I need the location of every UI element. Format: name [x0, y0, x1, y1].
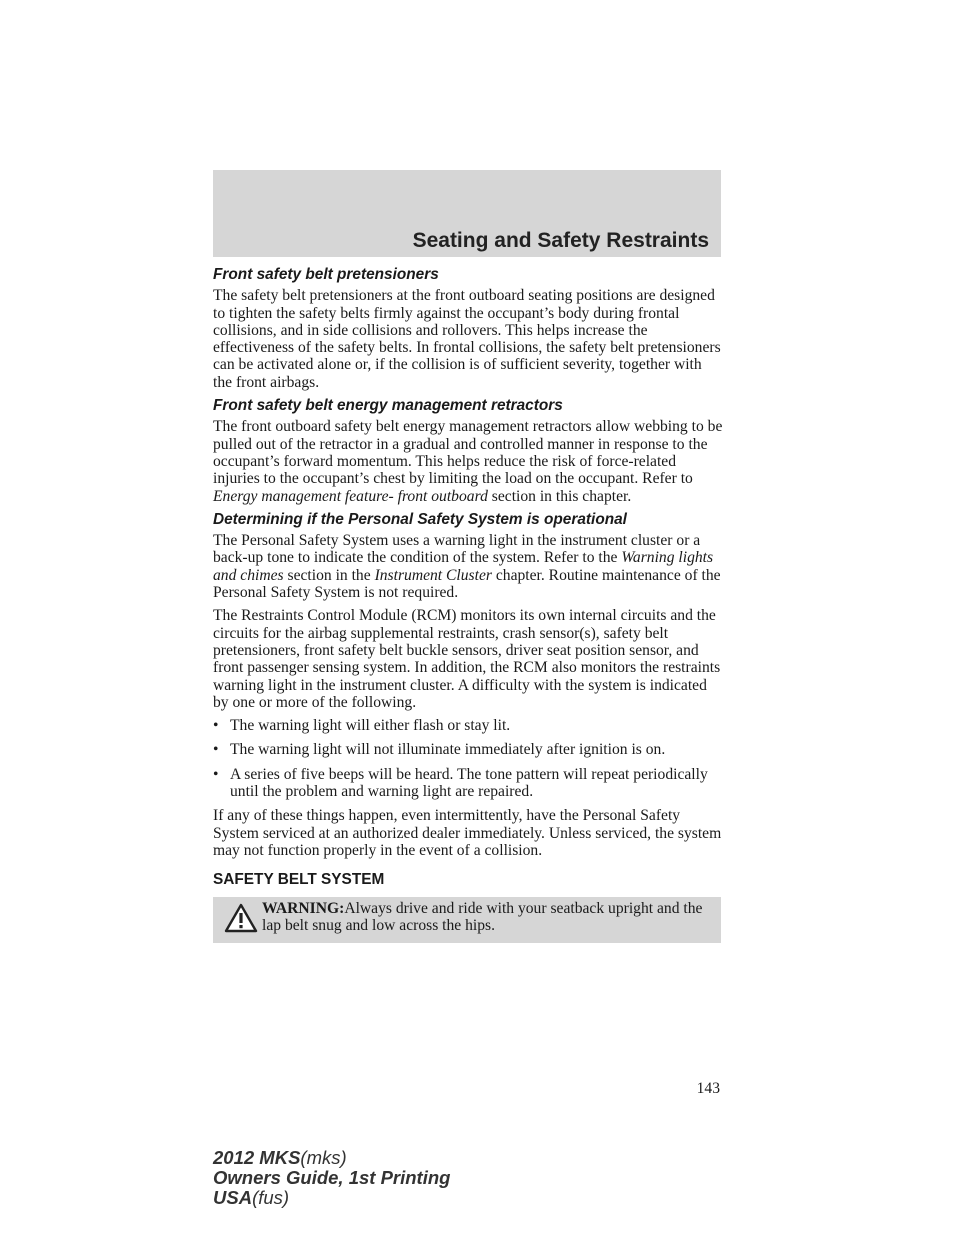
heading-retractors: Front safety belt energy management retractors — [213, 397, 563, 415]
warning-text: Always drive and ride with your seatback upright and the lap belt snug and low across the hips. — [262, 899, 703, 934]
footer-model-code: (mks) — [300, 1147, 347, 1168]
bullet-text: The warning light will either flash or stay lit. — [230, 717, 511, 735]
operational-text-1: The Personal Safety System uses a warning light in the instrument cluster or a back-up tone to indicate the condition of the system. Refer to the — [213, 532, 701, 567]
paragraph-operational-3: If any of these things happen, even intermittently, have the Personal Safety System serviced at an authorized dealer immediately. Unless serviced, the system may not function properly in the event of a collision. — [213, 807, 722, 859]
warning-box — [213, 897, 721, 943]
heading-safety-belt-system: SAFETY BELT SYSTEM — [213, 871, 385, 889]
paragraph-operational-1 — [213, 532, 723, 601]
operational-reference-1: Warning lights and chimes — [213, 549, 714, 584]
paragraph-operational-2: The Restraints Control Module (RCM) monitors its own internal circuits and the circuits for the airbag supplemental restraints, crash sensor(s), safety belt pretensioners, front safety belt buckle sensors, driver seat position sensor, and front passenger sensing system. In addition, the RCM also monitors the restraints warning light in the instrument cluster. A difficulty with the system is indicated by one or more of the following. — [213, 607, 721, 711]
warning-message — [262, 900, 712, 935]
footer-line-1 — [213, 1148, 450, 1168]
page-number: 143 — [696, 1080, 720, 1097]
bullet-text: A series of five beeps will be heard. The tone pattern will repeat periodically until the problem and warning light are repaired. — [230, 765, 708, 801]
list-item — [213, 766, 723, 801]
operational-text-3: chapter. Routine maintenance of the Personal Safety System is not required. — [213, 566, 721, 602]
warning-triangle-icon — [224, 903, 258, 933]
footer-line-2 — [213, 1168, 450, 1188]
bullet-marker: • — [213, 717, 219, 735]
retractors-text-1: The front outboard safety belt energy management retractors allow webbing to be pulled out of the retractor in a gradual and controlled manner in response to the occupant’s forward momentum. This helps reduce the risk of force-related injuries to the occupant’s chest by limiting the load on the occupant. Refer to — [213, 418, 723, 488]
footer-market: USA — [213, 1187, 253, 1208]
operational-text-2: section in the — [287, 566, 371, 584]
list-item — [213, 741, 723, 758]
footer-market-code: (fus) — [252, 1187, 290, 1208]
bullet-marker: • — [213, 765, 219, 783]
bullet-marker: • — [213, 741, 219, 759]
footer-edition: Owners Guide, 1st Printing — [213, 1167, 451, 1188]
bullet-text: The warning light will not illuminate immediately after ignition is on. — [230, 741, 666, 759]
footer-print-info — [213, 1148, 450, 1208]
chapter-header-band — [213, 170, 721, 257]
list-item — [213, 717, 723, 734]
heading-operational: Determining if the Personal Safety System is operational — [213, 510, 627, 528]
chapter-title: Seating and Safety Restraints — [412, 229, 709, 252]
footer-model: 2012 MKS — [213, 1147, 301, 1168]
operational-reference-2: Instrument Cluster — [374, 566, 492, 584]
retractors-text-2: section in this chapter. — [491, 487, 632, 505]
page-content — [213, 266, 723, 943]
footer-line-3 — [213, 1188, 450, 1208]
warning-label: WARNING: — [262, 899, 345, 917]
paragraph-pretensioners: The safety belt pretensioners at the front outboard seating positions are designed to tighten the safety belts firmly against the occupant’s body during frontal collisions, and in side collisions and rollovers. This helps increase the effectiveness of the safety belts. In frontal collisions, the safety belt pretensioners can be activated alone or, if the collision is of sufficient severity, together with the front airbags. — [213, 287, 721, 391]
paragraph-retractors — [213, 418, 723, 504]
retractors-reference: Energy management feature- front outboard — [213, 487, 488, 505]
heading-pretensioners: Front safety belt pretensioners — [213, 266, 439, 283]
